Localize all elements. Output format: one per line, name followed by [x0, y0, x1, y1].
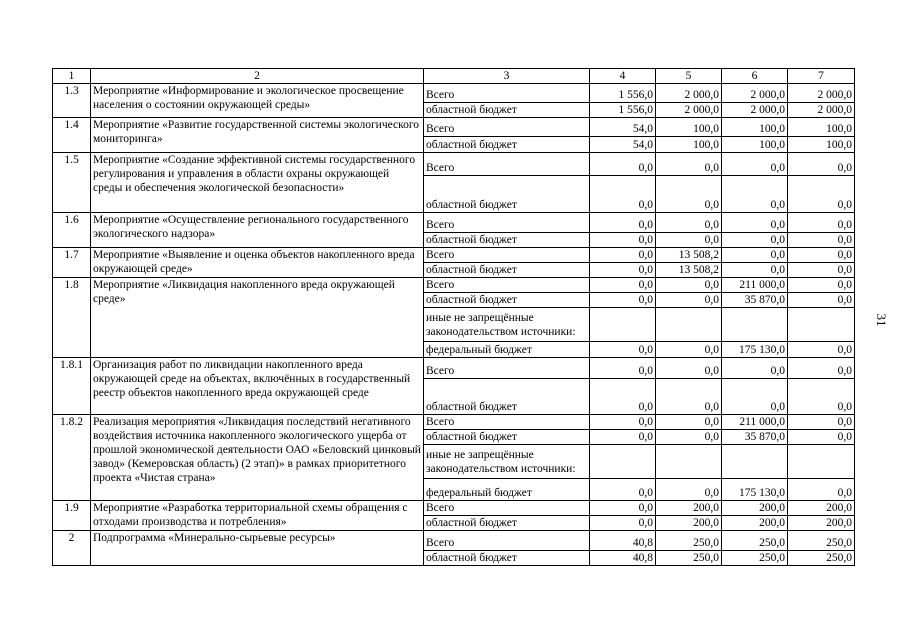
amount-cell: 0,0 [590, 430, 656, 445]
funding-source: иные не запрещённые законодательством источники: [424, 445, 590, 479]
amount-cell: 1 556,0 [590, 84, 656, 103]
table-row [53, 358, 855, 379]
amount-cell [788, 445, 855, 479]
amount-cell: 0,0 [590, 213, 656, 233]
funding-source: иные не запрещённые законодательством источники: [424, 308, 590, 342]
amount-cell: 0,0 [590, 479, 656, 501]
amount-cell: 200,0 [656, 501, 722, 516]
item-name: Мероприятие «Развитие государственной системы экологического мониторинга» [91, 118, 424, 153]
amount-cell: 0,0 [656, 233, 722, 248]
amount-cell: 0,0 [590, 278, 656, 293]
amount-cell: 0,0 [788, 415, 855, 430]
column-header: 2 [91, 69, 424, 84]
amount-cell: 0,0 [656, 415, 722, 430]
item-number: 1.8 [53, 278, 91, 358]
amount-cell: 0,0 [788, 263, 855, 278]
amount-cell: 0,0 [788, 479, 855, 501]
amount-cell: 211 000,0 [722, 415, 788, 430]
item-name: Мероприятие «Информирование и экологическое просвещение населения о состоянии окружающей среды» [91, 84, 424, 118]
item-number: 1.3 [53, 84, 91, 118]
amount-cell: 0,0 [590, 176, 656, 213]
item-number: 1.6 [53, 213, 91, 248]
funding-source: Всего [424, 358, 590, 379]
amount-cell: 200,0 [722, 501, 788, 516]
funding-source: Всего [424, 501, 590, 516]
amount-cell: 250,0 [788, 531, 855, 551]
page-number: 31 [874, 313, 889, 327]
column-header: 7 [788, 69, 855, 84]
amount-cell: 0,0 [656, 479, 722, 501]
item-name: Мероприятие «Создание эффективной системы государственного регулирования и управления в области охраны окружающей среды и обеспечения экологической безопасности» [91, 153, 424, 213]
amount-cell: 13 508,2 [656, 263, 722, 278]
amount-cell: 0,0 [788, 293, 855, 308]
amount-cell: 13 508,2 [656, 248, 722, 263]
column-header: 5 [656, 69, 722, 84]
amount-cell [656, 308, 722, 342]
amount-cell: 0,0 [788, 248, 855, 263]
item-name: Мероприятие «Разработка территориальной схемы обращения с отходами производства и потребления» [91, 501, 424, 531]
item-number: 1.8.1 [53, 358, 91, 415]
amount-cell: 0,0 [722, 379, 788, 415]
amount-cell: 0,0 [656, 358, 722, 379]
amount-cell: 0,0 [656, 293, 722, 308]
amount-cell: 54,0 [590, 137, 656, 153]
amount-cell [722, 445, 788, 479]
amount-cell: 0,0 [788, 233, 855, 248]
item-name: Реализация мероприятия «Ликвидация последствий негативного воздействия источника накопленного экологического ущерба от прошлой экономической деятельности ОАО «Беловский цинковый завод» (Кемеровская область) (2 этап)» в рамках приоритетного проекта «Чистая страна» [91, 415, 424, 501]
amount-cell: 0,0 [590, 358, 656, 379]
amount-cell: 2 000,0 [656, 103, 722, 118]
amount-cell: 0,0 [656, 213, 722, 233]
amount-cell: 0,0 [788, 358, 855, 379]
amount-cell: 0,0 [722, 233, 788, 248]
funding-source: Всего [424, 213, 590, 233]
amount-cell: 0,0 [590, 379, 656, 415]
amount-cell: 200,0 [788, 516, 855, 531]
table-row [53, 278, 855, 293]
amount-cell: 0,0 [788, 153, 855, 176]
table-row [53, 118, 855, 137]
table-row [53, 213, 855, 233]
amount-cell [788, 308, 855, 342]
amount-cell: 0,0 [788, 176, 855, 213]
table-row [53, 248, 855, 263]
table-row [53, 501, 855, 516]
amount-cell [656, 445, 722, 479]
table-row [53, 531, 855, 551]
amount-cell: 2 000,0 [788, 84, 855, 103]
amount-cell: 100,0 [656, 118, 722, 137]
table-row [53, 153, 855, 176]
amount-cell: 35 870,0 [722, 430, 788, 445]
amount-cell: 0,0 [656, 342, 722, 358]
amount-cell: 100,0 [722, 137, 788, 153]
amount-cell: 0,0 [590, 293, 656, 308]
funding-source: областной бюджет [424, 176, 590, 213]
amount-cell: 0,0 [656, 379, 722, 415]
amount-cell: 40,8 [590, 551, 656, 566]
amount-cell: 250,0 [788, 551, 855, 566]
funding-source: областной бюджет [424, 103, 590, 118]
amount-cell: 0,0 [656, 430, 722, 445]
amount-cell: 2 000,0 [656, 84, 722, 103]
amount-cell: 2 000,0 [788, 103, 855, 118]
funding-source: областной бюджет [424, 430, 590, 445]
funding-source: областной бюджет [424, 551, 590, 566]
item-name: Организация работ по ликвидации накопленного вреда окружающей среде на объектах, включённых в государственный реестр объектов накопленного вреда окружающей среде [91, 358, 424, 415]
amount-cell: 0,0 [788, 379, 855, 415]
amount-cell: 250,0 [656, 531, 722, 551]
amount-cell: 2 000,0 [722, 103, 788, 118]
amount-cell: 250,0 [722, 531, 788, 551]
column-header: 1 [53, 69, 91, 84]
amount-cell: 0,0 [722, 248, 788, 263]
amount-cell: 200,0 [788, 501, 855, 516]
amount-cell: 175 130,0 [722, 342, 788, 358]
amount-cell: 200,0 [656, 516, 722, 531]
amount-cell: 100,0 [722, 118, 788, 137]
funding-source: Всего [424, 278, 590, 293]
amount-cell: 250,0 [656, 551, 722, 566]
funding-source: Всего [424, 415, 590, 430]
funding-source: Всего [424, 153, 590, 176]
funding-source: Всего [424, 531, 590, 551]
amount-cell: 0,0 [590, 342, 656, 358]
item-name: Мероприятие «Осуществление регионального государственного экологического надзора» [91, 213, 424, 248]
item-name: Мероприятие «Ликвидация накопленного вреда окружающей среде» [91, 278, 424, 358]
header-row [53, 69, 855, 84]
item-number: 1.7 [53, 248, 91, 278]
amount-cell: 200,0 [722, 516, 788, 531]
item-number: 1.8.2 [53, 415, 91, 501]
amount-cell [722, 308, 788, 342]
table-body [53, 69, 855, 566]
item-name: Подпрограмма «Минерально-сырьевые ресурсы» [91, 531, 424, 566]
amount-cell: 175 130,0 [722, 479, 788, 501]
amount-cell: 40,8 [590, 531, 656, 551]
amount-cell: 0,0 [590, 233, 656, 248]
amount-cell: 0,0 [722, 213, 788, 233]
funding-source: Всего [424, 118, 590, 137]
amount-cell: 0,0 [788, 278, 855, 293]
item-number: 1.5 [53, 153, 91, 213]
item-number: 1.4 [53, 118, 91, 153]
amount-cell: 0,0 [788, 430, 855, 445]
item-name: Мероприятие «Выявление и оценка объектов накопленного вреда окружающей среде» [91, 248, 424, 278]
column-header: 6 [722, 69, 788, 84]
amount-cell: 0,0 [590, 153, 656, 176]
amount-cell: 2 000,0 [722, 84, 788, 103]
amount-cell: 1 556,0 [590, 103, 656, 118]
amount-cell: 0,0 [590, 516, 656, 531]
amount-cell: 0,0 [788, 342, 855, 358]
amount-cell: 0,0 [656, 153, 722, 176]
amount-cell: 0,0 [590, 501, 656, 516]
amount-cell: 100,0 [788, 137, 855, 153]
funding-source: федеральный бюджет [424, 342, 590, 358]
funding-source: областной бюджет [424, 293, 590, 308]
funding-source: областной бюджет [424, 233, 590, 248]
amount-cell: 0,0 [656, 278, 722, 293]
funding-source: областной бюджет [424, 263, 590, 278]
funding-source: областной бюджет [424, 516, 590, 531]
budget-table [52, 68, 855, 566]
amount-cell [590, 308, 656, 342]
amount-cell: 100,0 [656, 137, 722, 153]
item-number: 1.9 [53, 501, 91, 531]
amount-cell: 54,0 [590, 118, 656, 137]
funding-source: Всего [424, 248, 590, 263]
amount-cell: 0,0 [656, 176, 722, 213]
amount-cell: 250,0 [722, 551, 788, 566]
table-row [53, 84, 855, 103]
amount-cell: 100,0 [788, 118, 855, 137]
column-header: 4 [590, 69, 656, 84]
funding-source: Всего [424, 84, 590, 103]
amount-cell: 0,0 [590, 263, 656, 278]
amount-cell [590, 445, 656, 479]
funding-source: областной бюджет [424, 137, 590, 153]
amount-cell: 0,0 [722, 176, 788, 213]
column-header: 3 [424, 69, 590, 84]
funding-source: областной бюджет [424, 379, 590, 415]
amount-cell: 0,0 [722, 358, 788, 379]
amount-cell: 0,0 [722, 263, 788, 278]
amount-cell: 0,0 [722, 153, 788, 176]
amount-cell: 0,0 [590, 248, 656, 263]
item-number: 2 [53, 531, 91, 566]
table-row [53, 415, 855, 430]
amount-cell: 0,0 [590, 415, 656, 430]
funding-source: федеральный бюджет [424, 479, 590, 501]
amount-cell: 0,0 [788, 213, 855, 233]
amount-cell: 211 000,0 [722, 278, 788, 293]
amount-cell: 35 870,0 [722, 293, 788, 308]
